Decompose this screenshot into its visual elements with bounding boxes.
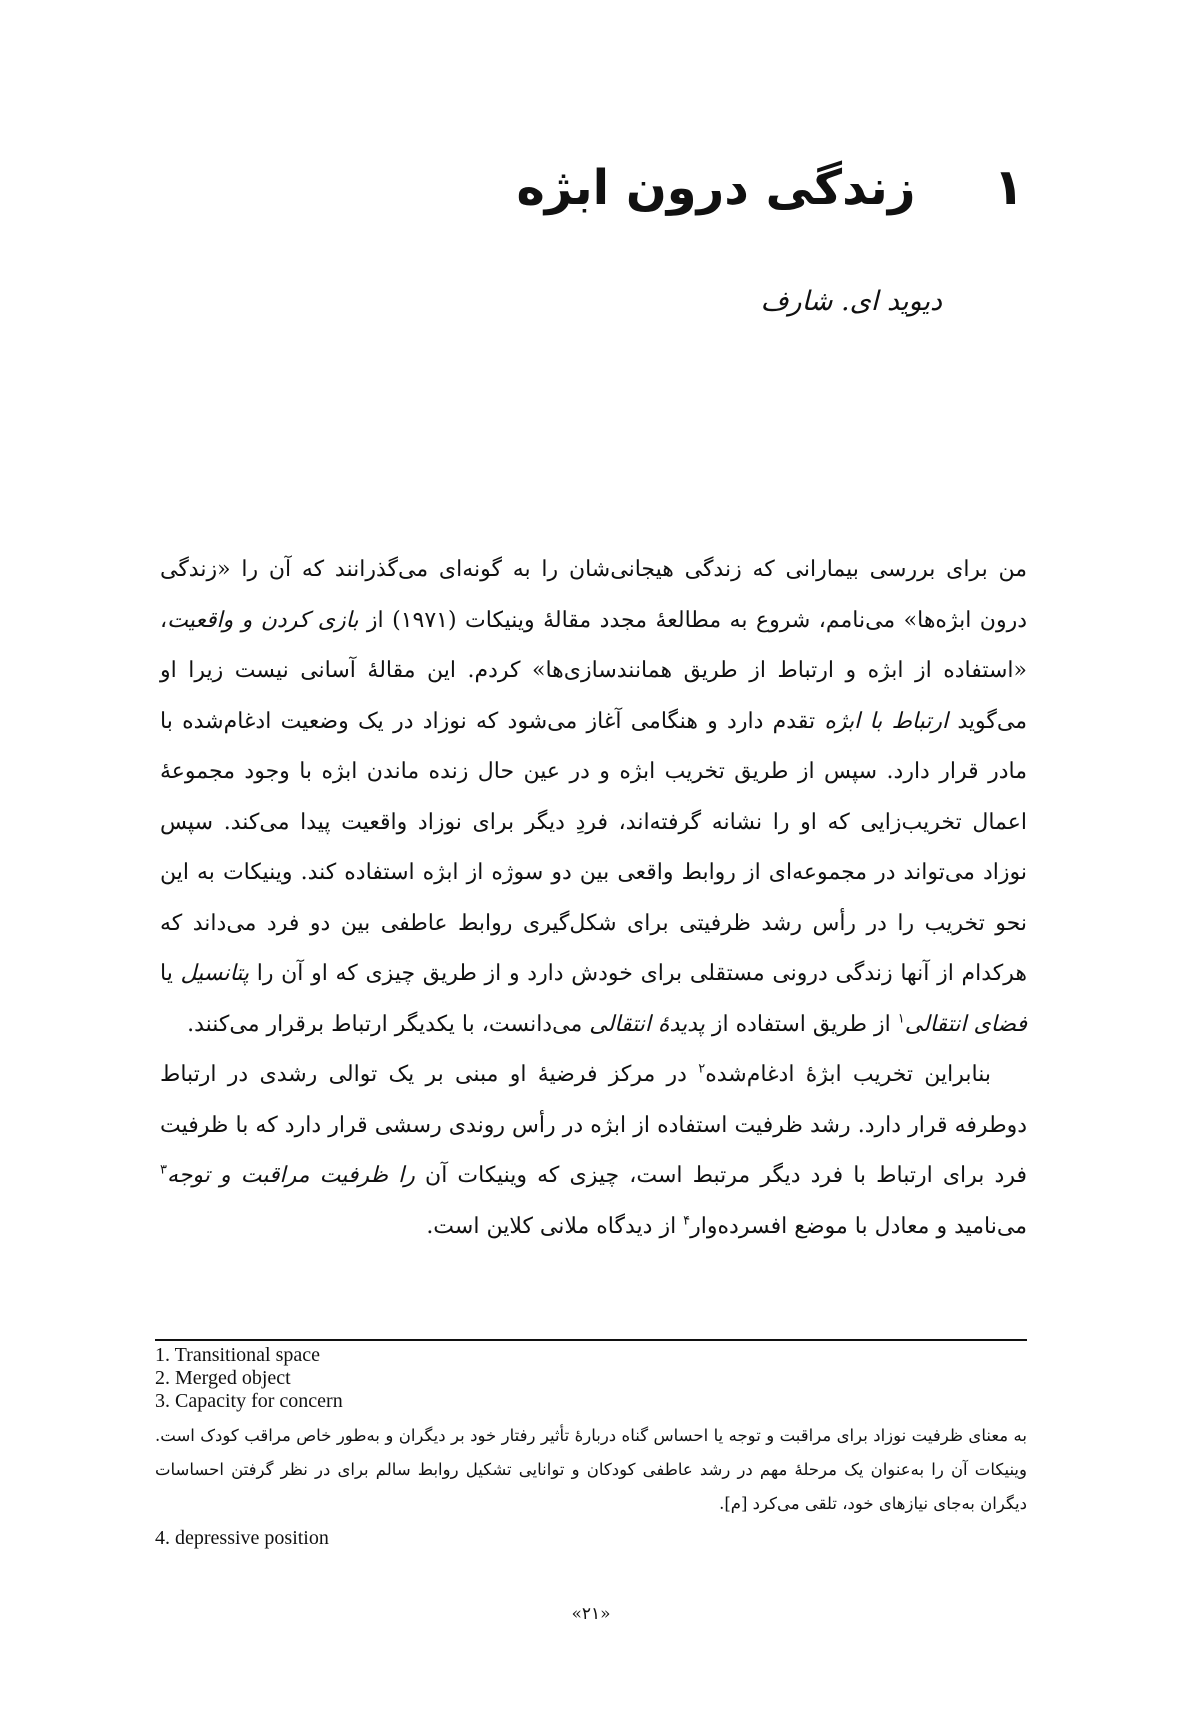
italic-phrase: ارتباط با ابژه xyxy=(824,708,949,734)
text-run: ، «استفاده از ابژه و ارتباط از طریق همانندسازی‌ها» کردم. این مقالهٔ آسانی نیست زیرا او می‌گوید xyxy=(160,607,1028,734)
paragraph-1 xyxy=(160,545,1027,1050)
text-run: در مرکز فرضیهٔ او مبنی بر یک توالی رشدی در ارتباط دوطرفه قرار دارد. رشد ظرفیت استفاده از ابژه در رأس روندی رسشی قرار دارد که با ظرفیت فرد برای ارتباط با فرد دیگر مرتبط است، چیزی که وینیکات آن xyxy=(160,1062,1027,1188)
footnote-2: 2. Merged object xyxy=(155,1367,291,1389)
italic-phrase: پتانسیل xyxy=(180,961,250,986)
footnote-marker: ۴ xyxy=(683,1213,691,1229)
text-run: بنابراین تخریب ابژهٔ ادغام‌شده xyxy=(705,1062,992,1087)
italic-phrase: را ظرفیت مراقبت و توجه xyxy=(166,1163,415,1188)
footnote-marker: ۱ xyxy=(897,1011,905,1027)
footnote-4: 4. depressive position xyxy=(155,1527,329,1549)
text-run: از طریق استفاده از xyxy=(704,1011,898,1037)
chapter-number: ۱ xyxy=(993,158,1024,216)
italic-phrase: پدیدهٔ انتقالی xyxy=(589,1011,705,1037)
footnote-marker: ۲ xyxy=(698,1061,706,1077)
text-run: یا xyxy=(160,961,181,986)
author-name: دیوید ای. شارف xyxy=(760,286,942,317)
chapter-heading xyxy=(516,158,1024,216)
text-run: می‌نامید و معادل با موضع افسرده‌وار xyxy=(690,1213,1027,1239)
footnote-marker: ۳ xyxy=(160,1162,167,1178)
text-run: تقدم دارد و هنگامی آغاز می‌شود که نوزاد در یک وضعیت ادغام‌شده با مادر قرار دارد. سپس از طریق تخریب ابژه و در عین حال زنده ماندن ابژه با وجود مجموعهٔ اعمال تخریب‌زایی که او را نشانه گرفته‌اند، فردِ دیگر برای نوزاد واقعیت پیدا می‌کند. سپس نوزاد می‌تواند در مجموعه‌ای از روابط واقعی بین دو سوژه از ابژه استفاده کند. وینیکات به این نحو تخریب را در رأس رشد ظرفیتی برای شکل‌گیری روابط عاطفی بین دو فرد می‌داند که هرکدام از آنها زندگی درونی مستقلی برای خودش دارد و از طریق چیزی که او آن را xyxy=(160,708,1027,986)
text-run: من برای بررسی بیمارانی که زندگی هیجانی‌شان را به گونه‌ای می‌گذرانند که آن را «زندگی درون ابژه‌ها» می‌نامم، شروع به مطالعهٔ مجدد مقالهٔ وینیکات (۱۹۷۱) از xyxy=(160,557,1027,633)
footnote-divider xyxy=(155,1339,1027,1341)
text-run: از دیدگاه ملانی کلاین است. xyxy=(426,1213,684,1239)
body-text xyxy=(160,545,1027,1252)
footnote-3: 3. Capacity for concern xyxy=(155,1390,343,1412)
footnotes xyxy=(155,1344,1027,1550)
paragraph-2 xyxy=(160,1050,1027,1252)
page-number: «۲۱» xyxy=(571,1604,611,1624)
chapter-title: زندگی درون ابژه xyxy=(516,160,916,216)
text-run: می‌دانست، با یکدیگر ارتباط برقرار می‌کنند. xyxy=(187,1011,590,1037)
italic-phrase: بازی کردن و واقعیت xyxy=(167,607,359,633)
italic-phrase: فضای انتقالی xyxy=(904,1011,1027,1037)
footnote-3-explanation: به معنای ظرفیت نوزاد برای مراقبت و توجه یا احساس گناه دربارهٔ تأثیر رفتار خود بر دیگران و به‌طور خاص مراقب کودک است. وینیکات آن را به‌عنوان یک مرحلهٔ مهم در رشد عاطفی کودکان و توانایی تشکیل روابط سالم برای در نظر گرفتن احساسات دیگران به‌جای نیازهای خود، تلقی می‌کرد [م]. xyxy=(155,1426,1027,1513)
footnote-1: 1. Transitional space xyxy=(155,1344,320,1366)
